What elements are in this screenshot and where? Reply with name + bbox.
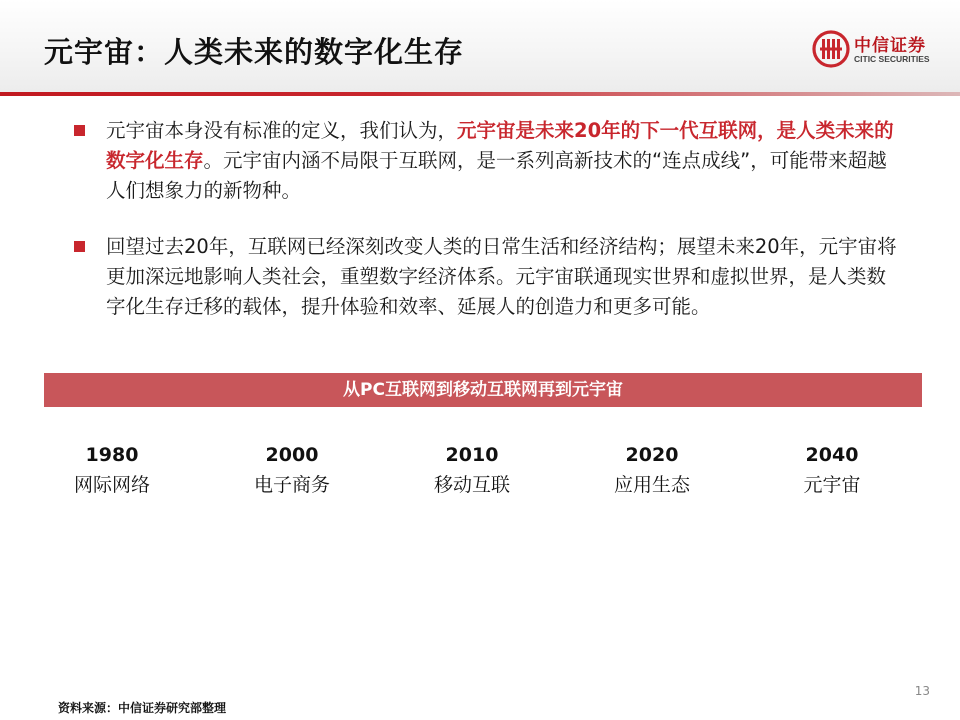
timeline-label: 网际网络 [73,474,150,496]
page-number: 13 [914,684,930,698]
timeline-year: 2020 [625,444,679,466]
source-note: 资料来源：中信证券研究部整理 [58,701,227,715]
timeline-label: 元宇宙 [803,474,861,496]
bullet-text: 元宇宙本身没有标准的定义，我们认为， [106,119,458,142]
timeline-label: 电子商务 [253,474,330,496]
citic-logo-icon [812,30,850,68]
bullet-item [74,232,904,322]
timeline-item [202,440,382,500]
section-banner [44,373,922,407]
bullet-text: 回望过去20年，互联网已经深刻改变人类的日常生活和经济结构；展望未来20年，元宇宙将更加深远地影响人类社会，重塑数字经济体系。元宇宙联通现实世界和虚拟世界，是人类数字化生存迁移的载体，提升体验和效率、延展人的创造力和更多可能。 [106,235,897,318]
timeline-year: 2000 [265,444,319,466]
bullet-text: 。元宇宙内涵不局限于互联网，是一系列高新技术的“连点成线”，可能带来超越人们想象力的新物种。 [106,149,887,202]
timeline-label: 应用生态 [613,474,690,496]
timeline-item [382,440,562,500]
banner-title: 从PC互联网到移动互联网再到元宇宙 [343,380,623,400]
bullet-highlight-text: 元宇宙是未来20年的下一代互联网，是人类未来的数字化生存 [106,119,894,172]
slide-title: 元宇宙：人类未来的数字化生存 [44,35,465,69]
slide-header [0,0,960,92]
bullet-item [74,116,904,206]
timeline [22,440,922,510]
header-divider [0,92,960,96]
timeline-item [742,440,922,500]
bullet-list [74,116,904,322]
logo-name-en: CITIC SECURITIES [854,54,930,64]
timeline-label: 移动互联 [433,474,510,496]
timeline-item [22,440,202,500]
square-bullet-icon [74,241,85,252]
timeline-year: 1980 [85,444,139,466]
timeline-item [562,440,742,500]
timeline-year: 2040 [805,444,859,466]
logo-name-cn: 中信证券 [854,36,926,56]
brand-logo [812,28,942,72]
timeline-year: 2010 [445,444,499,466]
square-bullet-icon [74,125,85,136]
